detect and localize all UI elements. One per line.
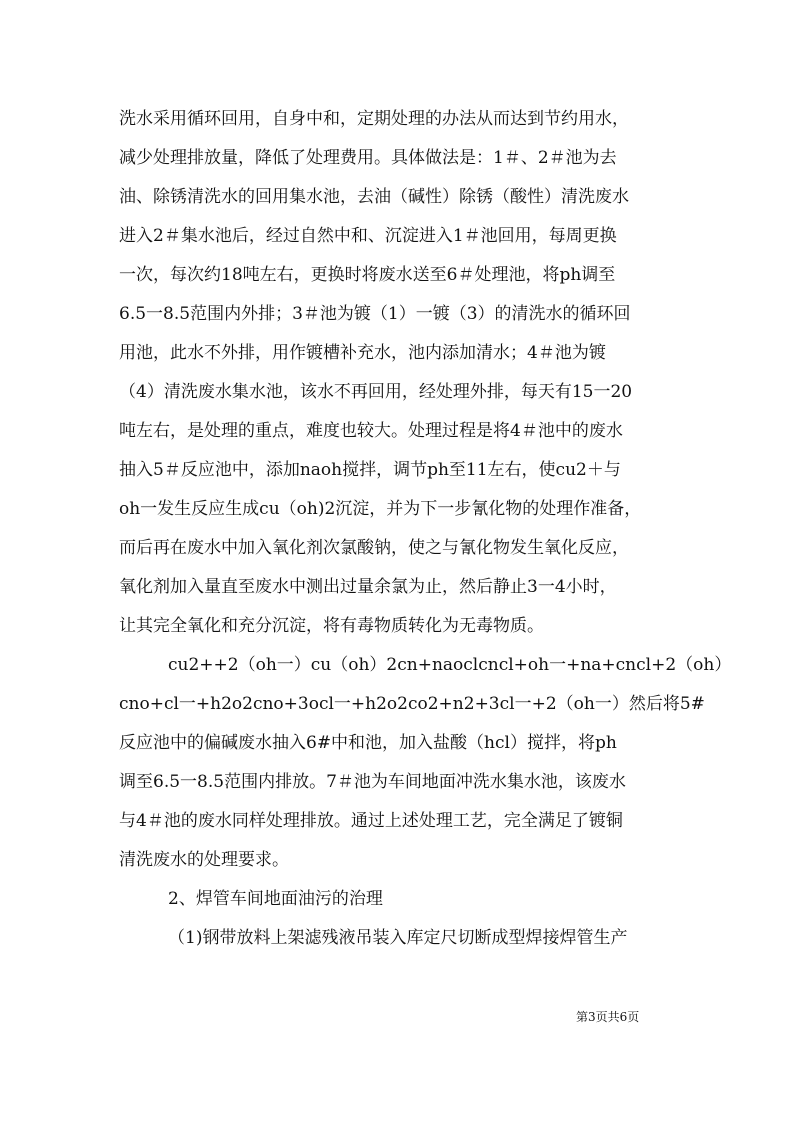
formula-line: cu2++2（oh一）cu（oh）2cn+naoclcncl+oh一+na+cncl+2（oh）: [168, 655, 732, 675]
text-line: 反应池中的偏碱废水抽入6#中和池，加入盐酸（hcl）搅拌，将ph: [119, 733, 617, 753]
text-line: 氧化剂加入量直至废水中测出过量余氯为止，然后静止3一4小时，: [119, 577, 617, 597]
text-line: 油、除锈清洗水的回用集水池，去油（碱性）除锈（酸性）清洗废水: [119, 187, 629, 207]
text-line: 让其完全氧化和充分沉淀，将有毒物质转化为无毒物质。: [119, 616, 544, 636]
section-heading: 2、焊管车间地面油污的治理: [168, 889, 383, 909]
text-line: 进入2＃集水池后，经过自然中和、沉淀进入1＃池回用，每周更换: [119, 226, 617, 246]
text-line: 清洗废水的处理要求。: [119, 850, 289, 870]
text-line: 6.5一8.5范围内外排；3＃池为镀（1）一镀（3）的清洗水的循环回: [119, 304, 631, 324]
text-line: 减少处理排放量，降低了处理费用。具体做法是：1＃、2＃池为去: [119, 148, 617, 168]
text-line: oh一发生反应生成cu（oh)2沉淀，并为下一步氰化物的处理作准备，: [119, 499, 642, 519]
text-line: 用池，此水不外排，用作镀槽补充水，池内添加清水；4＃池为镀: [119, 343, 606, 363]
text-line: （1)钢带放料上架滤残液吊装入库定尺切断成型焊接焊管生产: [168, 928, 628, 948]
text-line: 调至6.5一8.5范围内排放。7＃池为车间地面冲洗水集水池，该废水: [119, 772, 626, 792]
text-line: 而后再在废水中加入氧化剂次氯酸钠，使之与氰化物发生氧化反应，: [119, 538, 629, 558]
text-line: （4）清洗废水集水池，该水不再回用，经处理外排，每天有15一20: [119, 382, 633, 402]
text-line: 一次，每次约18吨左右，更换时将废水送至6＃处理池，将ph调至: [119, 265, 616, 285]
text-line: 与4＃池的废水同样处理排放。通过上述处理工艺，完全满足了镀铜: [119, 811, 623, 831]
page-number-footer: 第3页共6页: [576, 1010, 640, 1024]
text-line: 吨左右，是处理的重点，难度也较大。处理过程是将4＃池中的废水: [119, 421, 623, 441]
text-line: 抽入5＃反应池中，添加naoh搅拌，调节ph至11左右，使cu2＋与: [119, 460, 621, 480]
text-line: 洗水采用循环回用，自身中和，定期处理的办法从而达到节约用水，: [119, 109, 629, 129]
formula-line: cno+cl一+h2o2cno+3ocl一+h2o2co2+n2+3cl一+2（oh一）然后将5#: [119, 694, 705, 714]
